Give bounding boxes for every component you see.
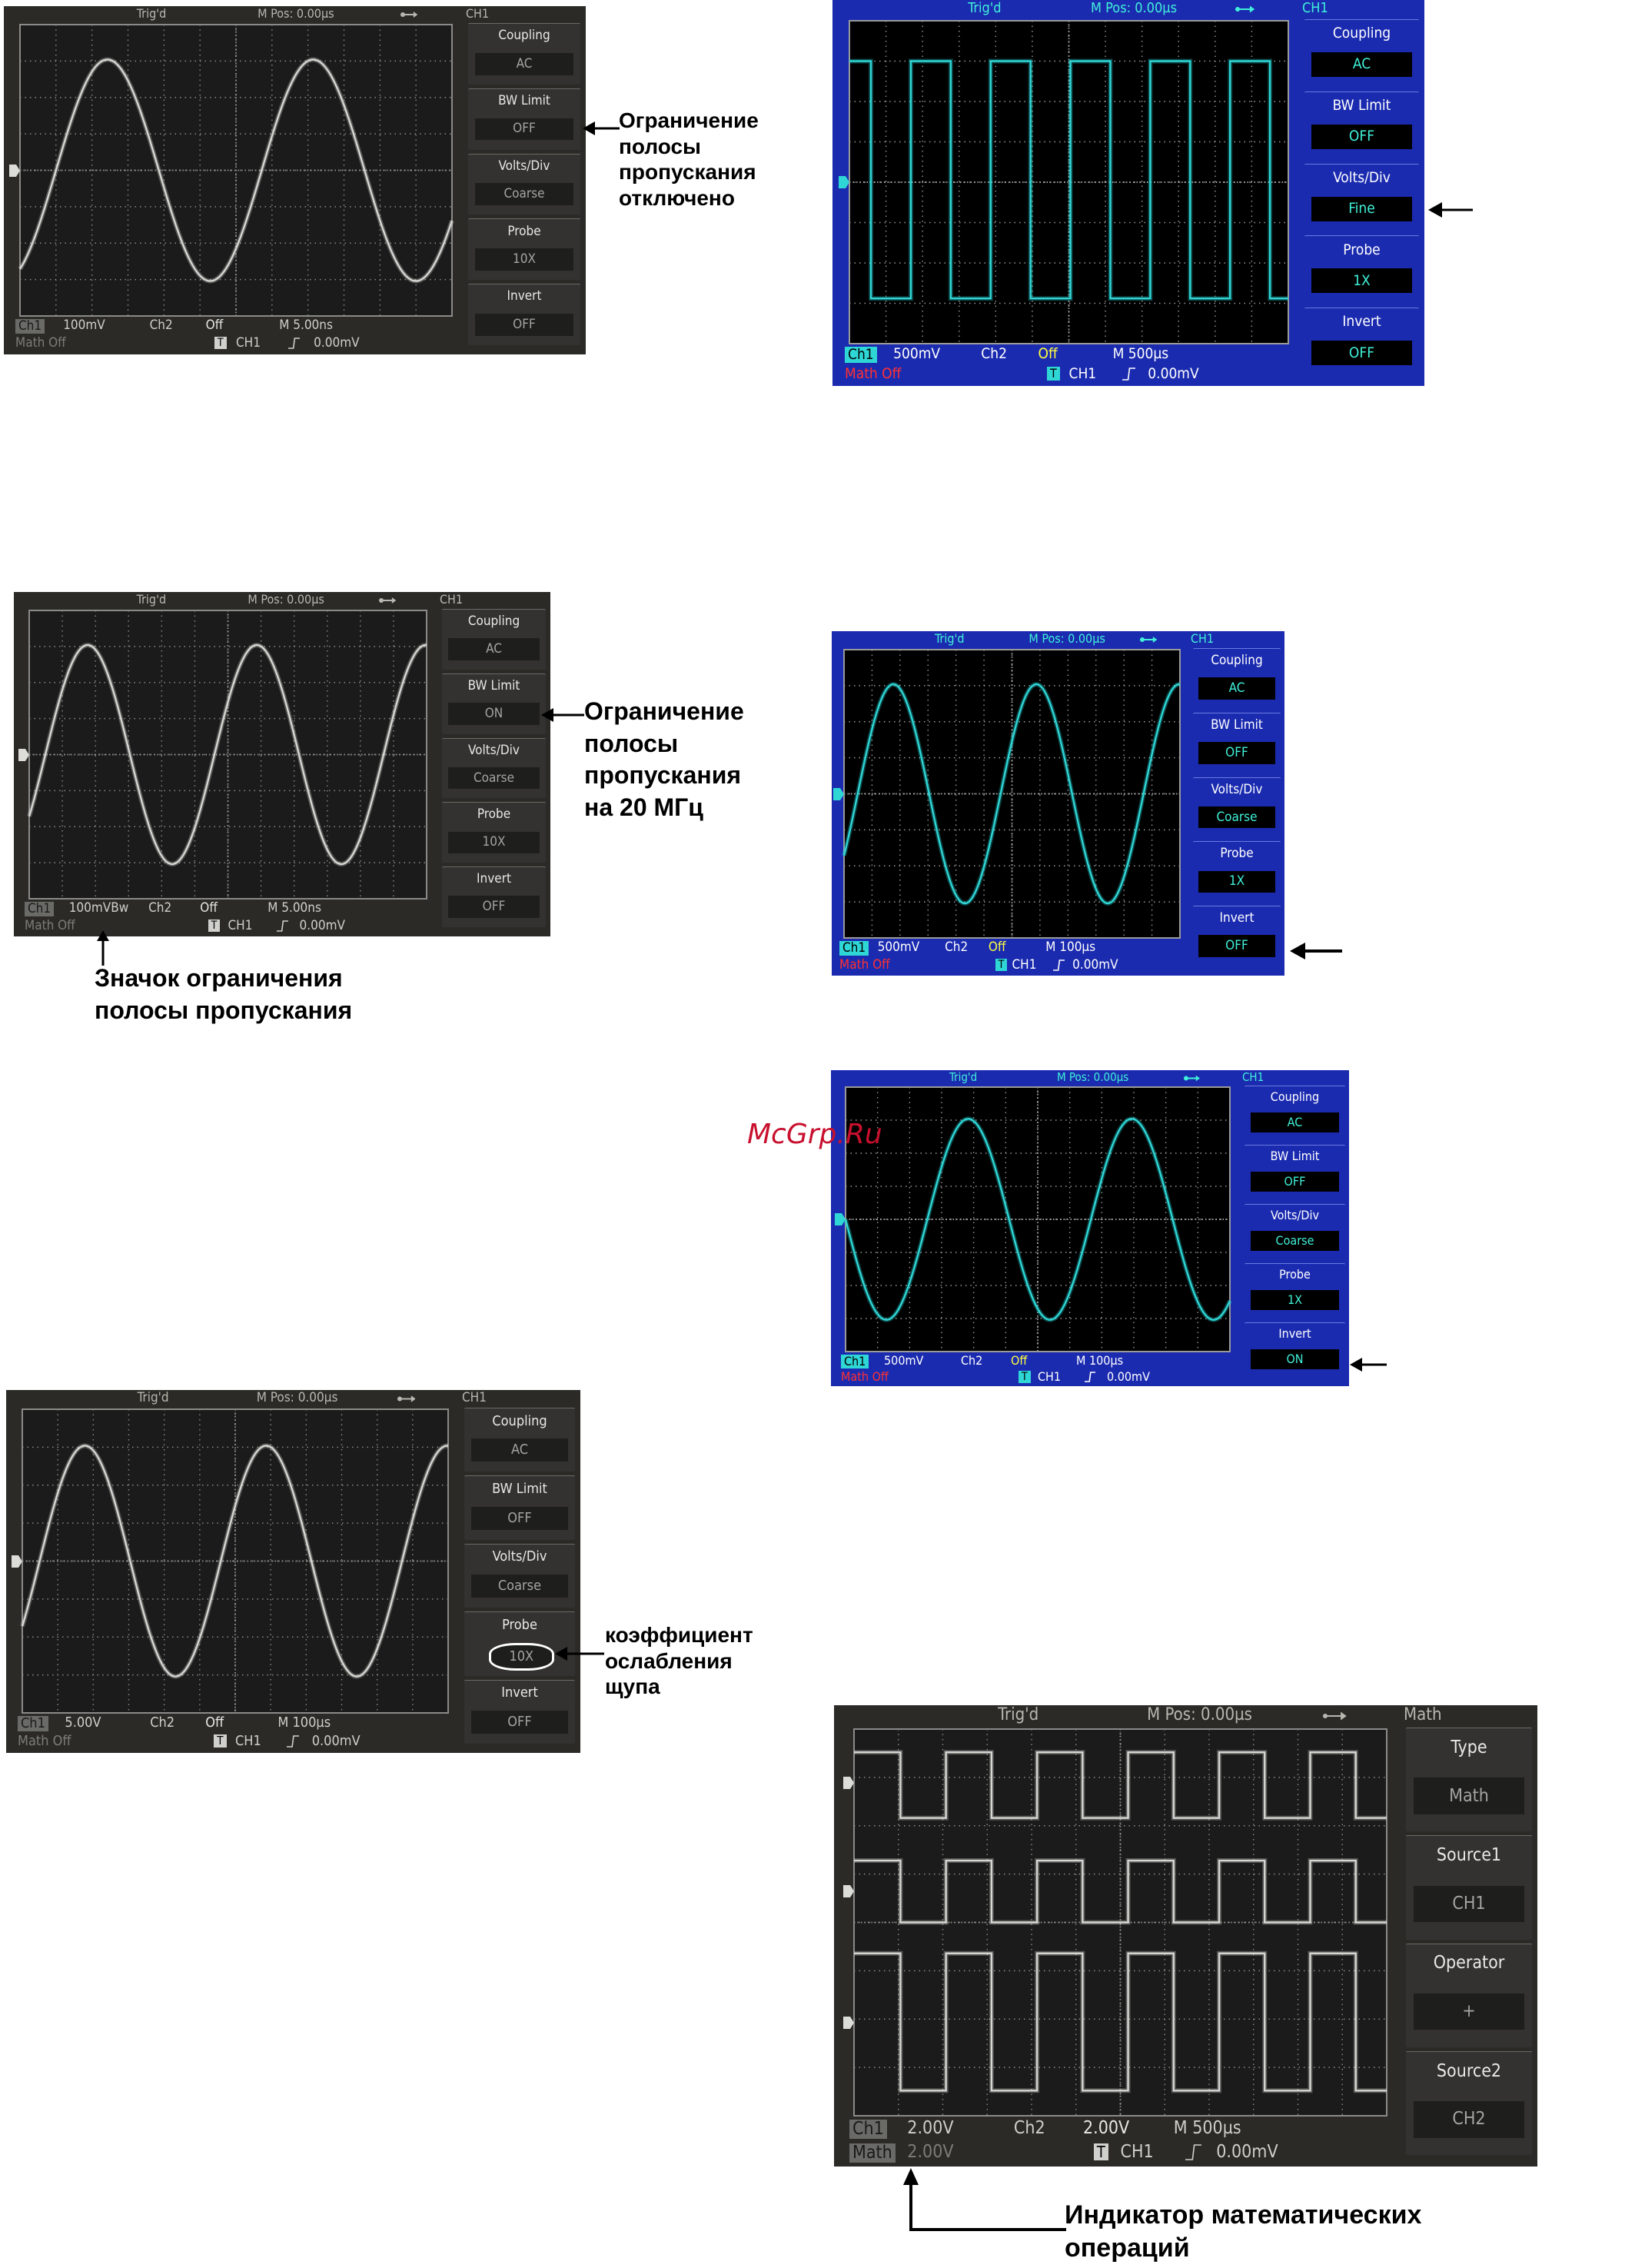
menu-value: OFF bbox=[471, 1711, 569, 1734]
menu-value: 10X bbox=[475, 248, 573, 271]
horizontal-position: M Pos: 0.00µs bbox=[1029, 631, 1105, 646]
menu-value: AC bbox=[475, 53, 573, 75]
channel-ground-marker-icon bbox=[833, 788, 844, 800]
trigger-status: Trig'd bbox=[949, 1070, 978, 1084]
timebase: M 100µs bbox=[1076, 1353, 1124, 1368]
ch1-scale: 500mV bbox=[893, 345, 941, 362]
channel-ground-marker-icon bbox=[843, 1777, 854, 1789]
math-status: Math Off bbox=[839, 957, 890, 973]
menu-value: Fine bbox=[1311, 197, 1412, 221]
menu-value: 10X bbox=[489, 1643, 554, 1671]
arrow-up-icon bbox=[95, 930, 111, 967]
menu-value: OFF bbox=[1198, 742, 1275, 763]
ch1-indicator: Ch1 bbox=[18, 1716, 48, 1731]
ch1-indicator: Ch1 bbox=[845, 347, 877, 363]
menu-label: Source1 bbox=[1436, 1845, 1502, 1866]
menu-channel: CH1 bbox=[462, 1390, 487, 1405]
trigger-icon: T bbox=[208, 920, 221, 932]
trigger-status: Trig'd bbox=[136, 592, 167, 607]
trigger-icon: T bbox=[1094, 2143, 1108, 2160]
ch2-scale: Off bbox=[200, 900, 218, 916]
menu-channel: CH1 bbox=[1242, 1070, 1264, 1084]
menu-label: Coupling bbox=[1270, 1089, 1320, 1105]
annotation-bw-20mhz: Ограничение полосы пропускания на 20 МГц bbox=[584, 697, 744, 821]
arrow-left-icon bbox=[583, 117, 621, 140]
menu-label: BW Limit bbox=[498, 92, 550, 108]
menu-label: Invert bbox=[1342, 313, 1381, 331]
watermark: McGrp.Ru bbox=[747, 1119, 882, 1150]
menu-value: 10X bbox=[448, 832, 540, 853]
menu-value: OFF bbox=[1251, 1172, 1339, 1192]
menu-value: ON bbox=[1251, 1349, 1339, 1369]
ch1-scale: 100mV bbox=[63, 318, 105, 333]
menu-value: 1X bbox=[1251, 1290, 1339, 1310]
menu-label: Coupling bbox=[1211, 653, 1263, 669]
rising-edge-icon bbox=[1122, 367, 1136, 381]
scope-screen-bw-limit-on bbox=[14, 592, 550, 936]
trigger-level: 0.00mV bbox=[299, 918, 345, 933]
menu-label: Volts/Div bbox=[492, 1548, 547, 1565]
channel-ground-marker-icon bbox=[18, 749, 29, 761]
menu-label: Volts/Div bbox=[1333, 168, 1391, 186]
ch1-scale: 5.00V bbox=[65, 1714, 101, 1731]
arrow-up-icon bbox=[896, 2168, 1068, 2237]
menu-value: Coarse bbox=[1251, 1231, 1339, 1251]
trigger-source: CH1 bbox=[1068, 365, 1097, 382]
math-scale: 2.00V bbox=[907, 2142, 954, 2162]
trigger-source: CH1 bbox=[236, 335, 261, 351]
menu-label: Invert bbox=[501, 1684, 538, 1701]
trigger-level: 0.00mV bbox=[314, 335, 360, 351]
menu-value: CH2 bbox=[1414, 2101, 1524, 2138]
menu-label: Source2 bbox=[1436, 2060, 1502, 2081]
ch1-indicator: Ch1 bbox=[839, 941, 869, 956]
arrow-left-icon bbox=[555, 1642, 606, 1665]
timebase: M 500µs bbox=[1173, 2118, 1241, 2138]
trigger-level: 0.00mV bbox=[1148, 365, 1199, 382]
menu-label: Invert bbox=[1278, 1326, 1311, 1342]
trigger-level: 0.00mV bbox=[1216, 2142, 1278, 2162]
menu-label: Volts/Div bbox=[1271, 1208, 1319, 1223]
menu-label: BW Limit bbox=[1332, 97, 1391, 115]
ch1-indicator: Ch1 bbox=[25, 902, 54, 916]
menu-channel: CH1 bbox=[1302, 0, 1328, 16]
trigger-status: Trig'd bbox=[968, 0, 1002, 16]
scope-screen-probe-10x bbox=[6, 1390, 580, 1753]
menu-label: Probe bbox=[1220, 846, 1254, 862]
trigger-source: CH1 bbox=[1038, 1369, 1062, 1384]
math-status: Math Off bbox=[15, 335, 66, 351]
scope-screen-invert-on bbox=[831, 1070, 1349, 1386]
scope-screen-math bbox=[834, 1705, 1537, 2167]
ch2-indicator: Ch2 bbox=[150, 1714, 175, 1731]
trigger-icon: T bbox=[214, 337, 227, 349]
trigger-source: CH1 bbox=[235, 1733, 261, 1749]
scope-screen-volts-fine bbox=[832, 0, 1424, 386]
channel-ground-marker-icon bbox=[9, 165, 20, 177]
menu-label: Probe bbox=[477, 806, 511, 823]
menu-label: Coupling bbox=[498, 28, 550, 44]
annotation-probe-attenuation: коэффициент ослабления щупа bbox=[605, 1623, 753, 1699]
menu-label: Probe bbox=[507, 223, 541, 239]
ch2-indicator: Ch2 bbox=[1013, 2118, 1045, 2138]
menu-label: Coupling bbox=[1332, 25, 1391, 42]
timebase: M 5.00ns bbox=[268, 900, 321, 916]
math-status: Math Off bbox=[841, 1369, 889, 1384]
scope-screen-coupling-bw-off bbox=[4, 6, 586, 354]
ch1-scale: 500mV bbox=[884, 1353, 924, 1368]
menu-label: BW Limit bbox=[1270, 1149, 1320, 1164]
channel-ground-marker-icon bbox=[843, 1885, 854, 1897]
timebase: M 100µs bbox=[277, 1714, 331, 1731]
menu-label: BW Limit bbox=[492, 1481, 547, 1497]
menu-value: OFF bbox=[1311, 125, 1412, 149]
trigger-status: Trig'd bbox=[998, 1705, 1039, 1724]
trigger-icon: T bbox=[214, 1734, 226, 1748]
ch1-indicator: Ch1 bbox=[849, 2120, 887, 2139]
trigger-status: Trig'd bbox=[136, 6, 167, 21]
annotation-bw-off: Ограничение полосы пропускания отключено bbox=[619, 108, 759, 210]
menu-value: Coarse bbox=[1198, 806, 1275, 828]
menu-value: ON bbox=[448, 703, 540, 724]
ch2-indicator: Ch2 bbox=[148, 900, 172, 916]
arrow-left-icon bbox=[1290, 939, 1344, 963]
arrow-left-icon bbox=[1350, 1353, 1388, 1376]
trigger-icon: T bbox=[1019, 1371, 1031, 1383]
menu-value: Math bbox=[1414, 1777, 1524, 1814]
trigger-source: CH1 bbox=[228, 918, 253, 933]
menu-value: OFF bbox=[1311, 341, 1412, 365]
menu-label: Probe bbox=[502, 1616, 537, 1633]
trigger-status: Trig'd bbox=[934, 631, 965, 646]
horizontal-position: M Pos: 0.00µs bbox=[256, 1390, 338, 1405]
horizontal-position: M Pos: 0.00µs bbox=[1147, 1705, 1252, 1724]
menu-value: OFF bbox=[475, 118, 573, 141]
ch2-indicator: Ch2 bbox=[961, 1353, 983, 1368]
timebase: M 5.00ns bbox=[279, 318, 333, 333]
menu-value: OFF bbox=[471, 1507, 569, 1530]
ch2-indicator: Ch2 bbox=[149, 318, 173, 333]
menu-value: Coarse bbox=[475, 183, 573, 205]
menu-value: 1X bbox=[1198, 871, 1275, 893]
rising-edge-icon bbox=[286, 1734, 300, 1748]
menu-label: Volts/Div bbox=[468, 742, 520, 758]
ch1-scale: 100mVBw bbox=[68, 900, 129, 916]
menu-value: 1X bbox=[1311, 268, 1412, 293]
menu-label: Coupling bbox=[467, 614, 520, 630]
menu-value: OFF bbox=[448, 896, 540, 917]
ch2-scale: Off bbox=[205, 318, 224, 333]
annotation-math-indicator: Индикатор математических операций bbox=[1065, 2200, 1422, 2263]
trigger-icon: T bbox=[995, 959, 1008, 971]
rising-edge-icon bbox=[1052, 959, 1065, 972]
horizontal-position: M Pos: 0.00µs bbox=[258, 6, 334, 21]
timebase: M 500µs bbox=[1112, 345, 1169, 362]
ch2-scale: Off bbox=[1038, 345, 1058, 362]
ch2-indicator: Ch2 bbox=[945, 939, 969, 955]
menu-value: AC bbox=[1311, 52, 1412, 77]
timebase: M 100µs bbox=[1045, 939, 1096, 955]
menu-label: Probe bbox=[1279, 1267, 1311, 1282]
math-status: Math Off bbox=[18, 1733, 71, 1749]
menu-label: Invert bbox=[477, 871, 511, 887]
math-status: Math Off bbox=[25, 918, 75, 933]
menu-channel: CH1 bbox=[440, 592, 464, 607]
ch2-indicator: Ch2 bbox=[981, 345, 1007, 362]
scope-screen-invert-off bbox=[832, 631, 1284, 976]
math-indicator: Math bbox=[849, 2143, 896, 2163]
menu-value: AC bbox=[471, 1438, 569, 1462]
math-status: Math Off bbox=[845, 365, 902, 382]
menu-value: AC bbox=[448, 638, 540, 660]
rising-edge-icon bbox=[276, 920, 289, 933]
trigger-level: 0.00mV bbox=[1107, 1369, 1150, 1384]
menu-value: AC bbox=[1198, 677, 1275, 699]
channel-ground-marker-icon bbox=[12, 1555, 22, 1568]
horizontal-position: M Pos: 0.00µs bbox=[248, 592, 324, 607]
ch2-scale: Off bbox=[1011, 1353, 1028, 1368]
menu-value: AC bbox=[1251, 1112, 1339, 1132]
menu-label: Operator bbox=[1433, 1953, 1505, 1974]
annotation-bw-icon: Значок ограничения полосы пропускания bbox=[95, 964, 353, 1024]
menu-value: Coarse bbox=[448, 767, 540, 789]
ch1-indicator: Ch1 bbox=[15, 319, 45, 334]
menu-value: CH1 bbox=[1414, 1886, 1524, 1923]
menu-label: Volts/Div bbox=[1211, 781, 1263, 797]
menu-value: Coarse bbox=[471, 1575, 569, 1598]
horizontal-position: M Pos: 0.00µs bbox=[1091, 0, 1178, 16]
trigger-status: Trig'd bbox=[137, 1390, 169, 1405]
ch1-scale: 2.00V bbox=[907, 2118, 954, 2138]
ch1-indicator: Ch1 bbox=[841, 1355, 869, 1368]
menu-label: Type bbox=[1451, 1737, 1487, 1758]
ch2-scale: Off bbox=[988, 939, 1006, 955]
ch2-scale: Off bbox=[205, 1714, 224, 1731]
arrow-left-icon bbox=[541, 703, 586, 727]
menu-value: + bbox=[1414, 1994, 1524, 2030]
menu-label: Volts/Div bbox=[498, 158, 550, 174]
menu-value: OFF bbox=[475, 314, 573, 336]
menu-label: BW Limit bbox=[467, 677, 520, 693]
rising-edge-icon bbox=[1185, 2143, 1202, 2161]
ch2-scale: 2.00V bbox=[1082, 2118, 1130, 2138]
menu-label: Probe bbox=[1343, 241, 1381, 258]
trigger-level: 0.00mV bbox=[311, 1733, 361, 1749]
menu-label: Invert bbox=[1219, 910, 1254, 926]
menu-channel: CH1 bbox=[1191, 631, 1215, 646]
rising-edge-icon bbox=[287, 337, 301, 350]
menu-channel: Math bbox=[1404, 1705, 1442, 1724]
ch1-scale: 500mV bbox=[877, 939, 920, 955]
trigger-icon: T bbox=[1047, 367, 1060, 381]
channel-ground-marker-icon bbox=[835, 1213, 846, 1225]
channel-ground-marker-icon bbox=[843, 2017, 854, 2029]
menu-label: BW Limit bbox=[1211, 717, 1263, 733]
trigger-source: CH1 bbox=[1012, 957, 1037, 973]
trigger-source: CH1 bbox=[1120, 2142, 1154, 2162]
menu-label: Invert bbox=[507, 288, 542, 304]
trigger-level: 0.00mV bbox=[1072, 957, 1118, 973]
channel-ground-marker-icon bbox=[839, 176, 849, 188]
menu-channel: CH1 bbox=[466, 6, 490, 21]
menu-value: OFF bbox=[1198, 935, 1275, 956]
rising-edge-icon bbox=[1084, 1371, 1096, 1383]
horizontal-position: M Pos: 0.00µs bbox=[1057, 1070, 1129, 1084]
arrow-left-icon bbox=[1428, 198, 1474, 221]
menu-label: Coupling bbox=[492, 1412, 547, 1429]
